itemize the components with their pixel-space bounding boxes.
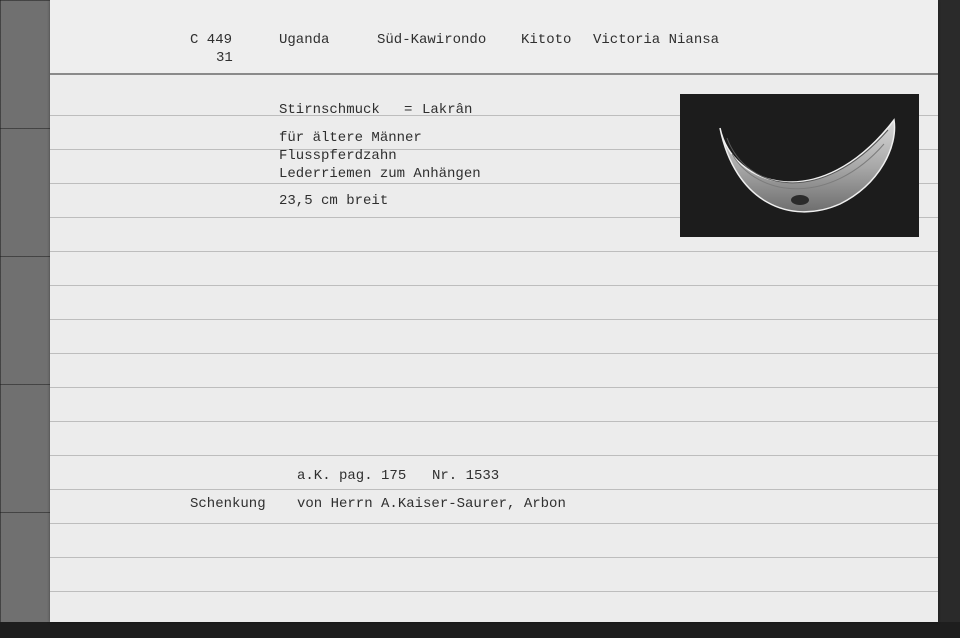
material: Flusspferdzahn	[279, 148, 397, 164]
header-divider	[50, 73, 938, 75]
place: Kitoto	[521, 32, 572, 48]
region: Süd-Kawirondo	[377, 32, 487, 48]
right-edge-strip	[938, 0, 960, 638]
catalog-number: C 449	[190, 32, 233, 48]
attachment: Lederriemen zum Anhängen	[279, 166, 481, 182]
catalog-card	[50, 0, 938, 622]
equals-sign: =	[404, 102, 413, 118]
donor-name: von Herrn A.Kaiser-Saurer, Arbon	[297, 496, 566, 512]
object-name: Stirnschmuck	[279, 102, 380, 118]
hippo-tooth-pendant-image	[680, 94, 919, 237]
description-line-1: für ältere Männer	[279, 130, 422, 146]
bottom-edge-strip	[0, 622, 960, 638]
donation-label: Schenkung	[190, 496, 266, 512]
lake: Victoria Niansa	[593, 32, 720, 48]
object-photo	[680, 94, 919, 237]
card-header-area	[50, 0, 938, 74]
reference-number: Nr. 1533	[432, 468, 500, 484]
local-name: Lakrân	[422, 102, 473, 118]
catalog-sub-number: 31	[216, 50, 233, 66]
country: Uganda	[279, 32, 330, 48]
object-size: 23,5 cm breit	[279, 193, 389, 209]
reference-page: a.K. pag. 175	[297, 468, 407, 484]
